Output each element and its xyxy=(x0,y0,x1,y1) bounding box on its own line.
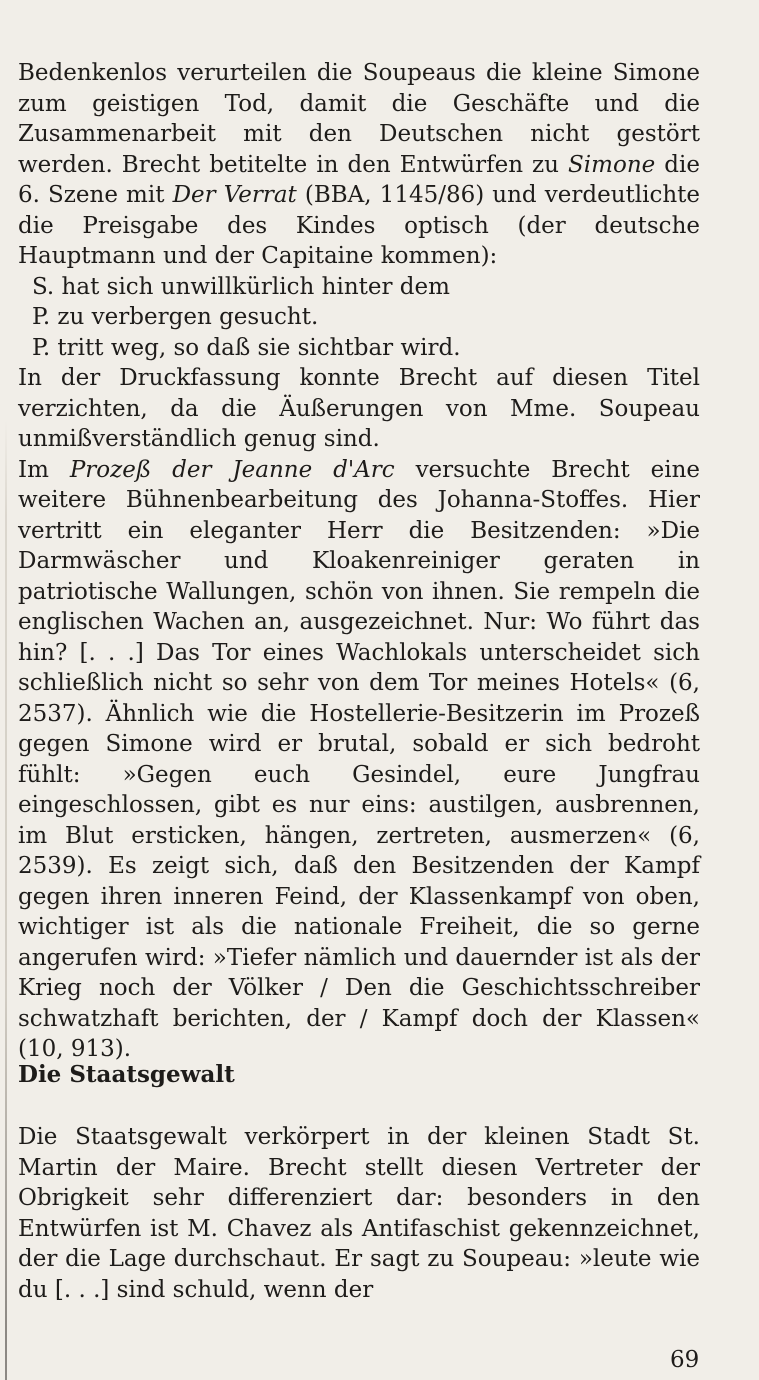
page-number: 69 xyxy=(670,1347,700,1373)
paragraph-3 xyxy=(18,455,700,1065)
body-text xyxy=(18,58,700,1065)
paragraph-3-start: Im xyxy=(18,456,49,483)
paragraph-1-text: Bedenkenlos verurteilen die Soupeaus die kleine Simone zum geistigen Tod, damit die Geschäfte und die Zusammenarbeit mit den Deutschen nicht gestört werden. Brecht betitelte in den Entwürfen zu xyxy=(18,60,700,178)
paragraph-1 xyxy=(18,58,700,272)
paragraph-3-text: versuchte Brecht eine weitere Bühnenbearbeitung des Johanna-Stoffes. Hier vertritt ein eleganter Herr die Besitzenden: »Die Darmwäscher und Kloakenreiniger geraten in patriotische Wallungen, schön von ihnen. Sie rempeln die englischen Wachen an, ausgezeichnet. Nur: Wo führt das hin? [. . .] Das Tor eines Wachlokals unterscheidet sich schließlich nicht so sehr von dem Tor meines Hotels« (6, 2537). Ähnlich wie die Hostellerie-Besitzerin im Prozeß gegen Simone wird er brutal, sobald er sich bedroht fühlt: »Gegen euch Gesindel, eure Jungfrau eingeschlossen, gibt es nur eins: austilgen, ausbrennen, im Blut ersticken, hängen, zertreten, ausmerzen« (6, 2539). Es zeigt sich, daß den Besitzenden der Kampf gegen ihren inneren Feind, der Klassenkampf von oben, wichtiger ist als die nationale Freiheit, die so gerne angerufen wird: »Tiefer nämlich und dauernder ist als der Krieg noch der Völker / Den die Geschichtsschreiber schwatzhaft berichten, der / Kampf doch der Klassen« (10, 913). xyxy=(18,456,700,1062)
title-simone: Simone xyxy=(568,151,656,178)
quote-line: P. zu verbergen gesucht. xyxy=(32,304,319,330)
paragraph-1-mid: die 6. Szene mit xyxy=(18,151,700,208)
section-body xyxy=(18,1122,700,1305)
quote-line: S. hat sich unwillkürlich hinter dem xyxy=(32,273,450,300)
quote-line: P. tritt weg, so daß sie sichtbar wird. xyxy=(32,334,461,361)
paragraph-2: In der Druckfassung konnte Brecht auf diesen Titel verzichten, da die Äußerungen von Mme. Soupeau unmißverständlich genug sind. xyxy=(18,365,700,452)
title-prozess-jeanne: Prozeß der Jeanne d'Arc xyxy=(69,456,395,483)
paragraph-1-end: (BBA, 1145/86) und verdeutlichte die Preisgabe des Kindes optisch (der deutsche Hauptmann und der Capitaine kommen): xyxy=(18,182,701,269)
title-der-verrat: Der Verrat xyxy=(172,182,297,208)
page-gutter-shadow xyxy=(5,420,7,1380)
stage-direction-quote xyxy=(18,272,700,364)
paragraph-4: Die Staatsgewalt verkörpert in der kleinen Stadt St. Martin der Maire. Brecht stellt diesen Vertreter der Obrigkeit sehr differenziert dar: besonders in den Entwürfen ist M. Chavez als Antifaschist gekennzeichnet, der die Lage durchschaut. Er sagt zu Soupeau: »leute wie du [. . .] sind schuld, wenn der xyxy=(18,1124,700,1303)
section-heading: Die Staatsgewalt xyxy=(18,1061,235,1088)
